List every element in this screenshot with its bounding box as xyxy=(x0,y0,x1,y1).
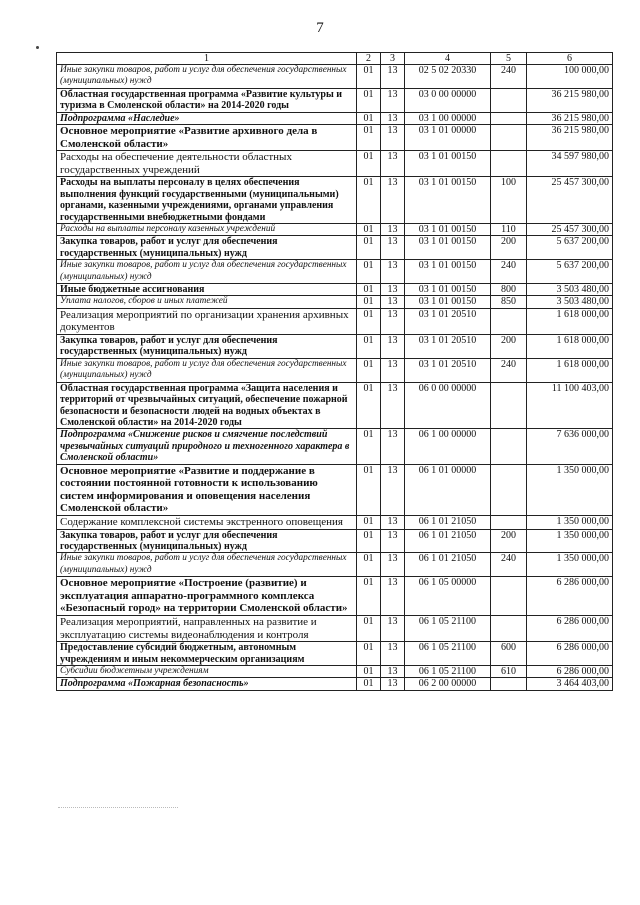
row-amount-cell: 1 350 000,00 xyxy=(527,515,613,529)
row-amount-cell: 34 597 980,00 xyxy=(527,151,613,177)
table-row xyxy=(57,224,613,236)
table-row xyxy=(57,88,613,112)
table-row xyxy=(57,308,613,334)
row-subsection-cell: 13 xyxy=(381,112,405,124)
row-amount-cell: 25 457 300,00 xyxy=(527,177,613,224)
row-expense-type-cell: 200 xyxy=(491,529,527,553)
row-subsection-cell: 13 xyxy=(381,284,405,296)
row-section-cell: 01 xyxy=(357,284,381,296)
row-subsection-cell: 13 xyxy=(381,529,405,553)
row-subsection-cell: 13 xyxy=(381,464,405,515)
row-section-cell: 01 xyxy=(357,665,381,677)
row-target-code-cell: 03 1 01 20510 xyxy=(405,335,491,359)
table-row xyxy=(57,65,613,89)
row-expense-type-cell: 240 xyxy=(491,553,527,577)
table-row xyxy=(57,515,613,529)
row-section-cell: 01 xyxy=(357,112,381,124)
row-subsection-cell: 13 xyxy=(381,308,405,334)
row-target-code-cell: 03 1 01 00150 xyxy=(405,236,491,260)
budget-table xyxy=(56,52,613,691)
table-row xyxy=(57,615,613,641)
row-amount-cell: 1 350 000,00 xyxy=(527,553,613,577)
table-row xyxy=(57,260,613,284)
row-subsection-cell: 13 xyxy=(381,382,405,429)
row-name-cell: Иные закупки товаров, работ и услуг для обеспечения государственных (муниципальных) нужд xyxy=(57,260,357,284)
table-row xyxy=(57,382,613,429)
row-target-code-cell: 06 1 01 21050 xyxy=(405,515,491,529)
row-amount-cell: 6 286 000,00 xyxy=(527,665,613,677)
row-section-cell: 01 xyxy=(357,296,381,308)
table-row xyxy=(57,177,613,224)
row-section-cell: 01 xyxy=(357,464,381,515)
row-amount-cell: 36 215 980,00 xyxy=(527,112,613,124)
table-row xyxy=(57,125,613,151)
row-amount-cell: 100 000,00 xyxy=(527,65,613,89)
row-section-cell: 01 xyxy=(357,65,381,89)
header-cell: 5 xyxy=(491,53,527,65)
row-name-cell: Расходы на выплаты персоналу в целях обеспечения выполнения функций государственными (муниципальными) органами, казенными учреждениями, органами управления государственными внебюджетными фондами xyxy=(57,177,357,224)
page-number: 7 xyxy=(316,20,324,36)
table-body xyxy=(57,65,613,691)
row-section-cell: 01 xyxy=(357,358,381,382)
row-subsection-cell: 13 xyxy=(381,236,405,260)
row-name-cell: Иные бюджетные ассигнования xyxy=(57,284,357,296)
row-amount-cell: 6 286 000,00 xyxy=(527,577,613,616)
row-name-cell: Закупка товаров, работ и услуг для обеспечения государственных (муниципальных) нужд xyxy=(57,335,357,359)
row-name-cell: Предоставление субсидий бюджетным, автономным учреждениям и иным некоммерческим организациям xyxy=(57,642,357,666)
row-section-cell: 01 xyxy=(357,678,381,690)
row-subsection-cell: 13 xyxy=(381,335,405,359)
row-section-cell: 01 xyxy=(357,335,381,359)
row-section-cell: 01 xyxy=(357,642,381,666)
row-amount-cell: 11 100 403,00 xyxy=(527,382,613,429)
row-target-code-cell: 03 1 01 00150 xyxy=(405,284,491,296)
table-row xyxy=(57,284,613,296)
row-expense-type-cell xyxy=(491,125,527,151)
row-section-cell: 01 xyxy=(357,577,381,616)
row-amount-cell: 1 350 000,00 xyxy=(527,464,613,515)
row-amount-cell: 36 215 980,00 xyxy=(527,125,613,151)
row-subsection-cell: 13 xyxy=(381,125,405,151)
row-expense-type-cell: 110 xyxy=(491,224,527,236)
table-row xyxy=(57,429,613,464)
row-target-code-cell: 06 2 00 00000 xyxy=(405,678,491,690)
row-amount-cell: 36 215 980,00 xyxy=(527,88,613,112)
row-subsection-cell: 13 xyxy=(381,678,405,690)
row-section-cell: 01 xyxy=(357,553,381,577)
row-name-cell: Иные закупки товаров, работ и услуг для обеспечения государственных (муниципальных) нужд xyxy=(57,553,357,577)
row-name-cell: Подпрограмма «Наследие» xyxy=(57,112,357,124)
row-amount-cell: 1 350 000,00 xyxy=(527,529,613,553)
row-expense-type-cell xyxy=(491,429,527,464)
row-expense-type-cell xyxy=(491,577,527,616)
row-target-code-cell: 06 1 05 21100 xyxy=(405,665,491,677)
table-row xyxy=(57,335,613,359)
table-header-row xyxy=(57,53,613,65)
row-name-cell: Иные закупки товаров, работ и услуг для обеспечения государственных (муниципальных) нужд xyxy=(57,65,357,89)
row-target-code-cell: 06 1 01 00000 xyxy=(405,464,491,515)
row-name-cell: Областная государственная программа «Защита населения и территорий от чрезвычайных ситуаций, обеспечение пожарной безопасности и безопасности людей на водных объектах в Смоленской области» на 2014-2020 годы xyxy=(57,382,357,429)
row-name-cell: Основное мероприятие «Развитие архивного дела в Смоленской области» xyxy=(57,125,357,151)
row-section-cell: 01 xyxy=(357,177,381,224)
row-target-code-cell: 03 1 01 20510 xyxy=(405,358,491,382)
row-target-code-cell: 03 1 01 00150 xyxy=(405,151,491,177)
row-expense-type-cell xyxy=(491,382,527,429)
row-amount-cell: 3 503 480,00 xyxy=(527,296,613,308)
row-subsection-cell: 13 xyxy=(381,177,405,224)
row-name-cell: Закупка товаров, работ и услуг для обеспечения государственных (муниципальных) нужд xyxy=(57,529,357,553)
row-target-code-cell: 06 1 05 21100 xyxy=(405,615,491,641)
table-row xyxy=(57,577,613,616)
row-amount-cell: 1 618 000,00 xyxy=(527,308,613,334)
row-name-cell: Субсидии бюджетным учреждениям xyxy=(57,665,357,677)
row-expense-type-cell: 200 xyxy=(491,236,527,260)
row-target-code-cell: 06 1 05 00000 xyxy=(405,577,491,616)
row-subsection-cell: 13 xyxy=(381,65,405,89)
row-subsection-cell: 13 xyxy=(381,515,405,529)
row-name-cell: Реализация мероприятий по организации хранения архивных документов xyxy=(57,308,357,334)
row-target-code-cell: 06 1 00 00000 xyxy=(405,429,491,464)
row-section-cell: 01 xyxy=(357,308,381,334)
row-amount-cell: 3 464 403,00 xyxy=(527,678,613,690)
header-cell: 1 xyxy=(57,53,357,65)
row-subsection-cell: 13 xyxy=(381,665,405,677)
row-name-cell: Основное мероприятие «Развитие и поддержание в состоянии постоянной готовности к использованию систем информирования и оповещения населения Смоленской области» xyxy=(57,464,357,515)
row-section-cell: 01 xyxy=(357,125,381,151)
table-row xyxy=(57,529,613,553)
row-target-code-cell: 03 0 00 00000 xyxy=(405,88,491,112)
row-amount-cell: 25 457 300,00 xyxy=(527,224,613,236)
row-subsection-cell: 13 xyxy=(381,260,405,284)
row-expense-type-cell xyxy=(491,515,527,529)
row-expense-type-cell xyxy=(491,464,527,515)
row-target-code-cell: 06 1 01 21050 xyxy=(405,529,491,553)
row-name-cell: Подпрограмма «Пожарная безопасность» xyxy=(57,678,357,690)
row-name-cell: Расходы на выплаты персоналу казенных учреждений xyxy=(57,224,357,236)
row-expense-type-cell: 850 xyxy=(491,296,527,308)
row-name-cell: Реализация мероприятий, направленных на развитие и эксплуатацию системы видеонаблюдения и контроля xyxy=(57,615,357,641)
row-expense-type-cell: 800 xyxy=(491,284,527,296)
row-subsection-cell: 13 xyxy=(381,358,405,382)
row-expense-type-cell: 240 xyxy=(491,65,527,89)
row-target-code-cell: 03 1 01 00150 xyxy=(405,260,491,284)
row-target-code-cell: 03 1 01 00150 xyxy=(405,296,491,308)
row-target-code-cell: 03 1 01 00150 xyxy=(405,177,491,224)
row-expense-type-cell: 200 xyxy=(491,335,527,359)
row-name-cell: Закупка товаров, работ и услуг для обеспечения государственных (муниципальных) нужд xyxy=(57,236,357,260)
header-cell: 6 xyxy=(527,53,613,65)
row-target-code-cell: 03 1 01 00150 xyxy=(405,224,491,236)
footer-line xyxy=(58,807,178,809)
row-target-code-cell: 03 1 01 00000 xyxy=(405,125,491,151)
row-expense-type-cell: 610 xyxy=(491,665,527,677)
table-row xyxy=(57,296,613,308)
row-subsection-cell: 13 xyxy=(381,642,405,666)
row-expense-type-cell: 100 xyxy=(491,177,527,224)
row-section-cell: 01 xyxy=(357,260,381,284)
header-cell: 3 xyxy=(381,53,405,65)
row-name-cell: Областная государственная программа «Развитие культуры и туризма в Смоленской области» на 2014-2020 годы xyxy=(57,88,357,112)
table-row xyxy=(57,151,613,177)
row-expense-type-cell xyxy=(491,112,527,124)
row-section-cell: 01 xyxy=(357,615,381,641)
table-row xyxy=(57,665,613,677)
table-row xyxy=(57,358,613,382)
row-subsection-cell: 13 xyxy=(381,577,405,616)
table-row xyxy=(57,642,613,666)
row-name-cell: Иные закупки товаров, работ и услуг для обеспечения государственных (муниципальных) нужд xyxy=(57,358,357,382)
row-amount-cell: 7 636 000,00 xyxy=(527,429,613,464)
row-target-code-cell: 03 1 00 00000 xyxy=(405,112,491,124)
row-name-cell: Подпрограмма «Снижение рисков и смягчение последствий чрезвычайных ситуаций природного и техногенного характера в Смоленской области» xyxy=(57,429,357,464)
row-expense-type-cell: 240 xyxy=(491,260,527,284)
row-expense-type-cell xyxy=(491,88,527,112)
row-target-code-cell: 06 1 01 21050 xyxy=(405,553,491,577)
row-subsection-cell: 13 xyxy=(381,615,405,641)
row-section-cell: 01 xyxy=(357,151,381,177)
row-target-code-cell: 03 1 01 20510 xyxy=(405,308,491,334)
row-section-cell: 01 xyxy=(357,88,381,112)
row-target-code-cell: 06 0 00 00000 xyxy=(405,382,491,429)
row-expense-type-cell xyxy=(491,151,527,177)
row-expense-type-cell: 240 xyxy=(491,358,527,382)
row-section-cell: 01 xyxy=(357,515,381,529)
row-expense-type-cell: 600 xyxy=(491,642,527,666)
row-amount-cell: 3 503 480,00 xyxy=(527,284,613,296)
row-name-cell: Уплата налогов, сборов и иных платежей xyxy=(57,296,357,308)
row-amount-cell: 5 637 200,00 xyxy=(527,236,613,260)
row-expense-type-cell xyxy=(491,615,527,641)
row-name-cell: Расходы на обеспечение деятельности областных государственных учреждений xyxy=(57,151,357,177)
row-subsection-cell: 13 xyxy=(381,553,405,577)
row-name-cell: Основное мероприятие «Построение (развитие) и эксплуатация аппаратно-программного комплекса «Безопасный город» на территории Смоленской области» xyxy=(57,577,357,616)
header-cell: 4 xyxy=(405,53,491,65)
table-row xyxy=(57,464,613,515)
scan-dot xyxy=(36,46,39,49)
table-row xyxy=(57,236,613,260)
row-amount-cell: 5 637 200,00 xyxy=(527,260,613,284)
row-section-cell: 01 xyxy=(357,236,381,260)
table-row xyxy=(57,553,613,577)
table-row xyxy=(57,112,613,124)
row-subsection-cell: 13 xyxy=(381,151,405,177)
row-amount-cell: 6 286 000,00 xyxy=(527,615,613,641)
row-subsection-cell: 13 xyxy=(381,429,405,464)
row-section-cell: 01 xyxy=(357,382,381,429)
row-expense-type-cell xyxy=(491,308,527,334)
row-target-code-cell: 02 5 02 20330 xyxy=(405,65,491,89)
row-subsection-cell: 13 xyxy=(381,296,405,308)
row-section-cell: 01 xyxy=(357,224,381,236)
table-row xyxy=(57,678,613,690)
row-expense-type-cell xyxy=(491,678,527,690)
row-subsection-cell: 13 xyxy=(381,88,405,112)
row-target-code-cell: 06 1 05 21100 xyxy=(405,642,491,666)
header-cell: 2 xyxy=(357,53,381,65)
row-name-cell: Содержание комплексной системы экстренного оповещения xyxy=(57,515,357,529)
row-amount-cell: 6 286 000,00 xyxy=(527,642,613,666)
row-amount-cell: 1 618 000,00 xyxy=(527,358,613,382)
row-section-cell: 01 xyxy=(357,429,381,464)
row-section-cell: 01 xyxy=(357,529,381,553)
row-amount-cell: 1 618 000,00 xyxy=(527,335,613,359)
row-subsection-cell: 13 xyxy=(381,224,405,236)
